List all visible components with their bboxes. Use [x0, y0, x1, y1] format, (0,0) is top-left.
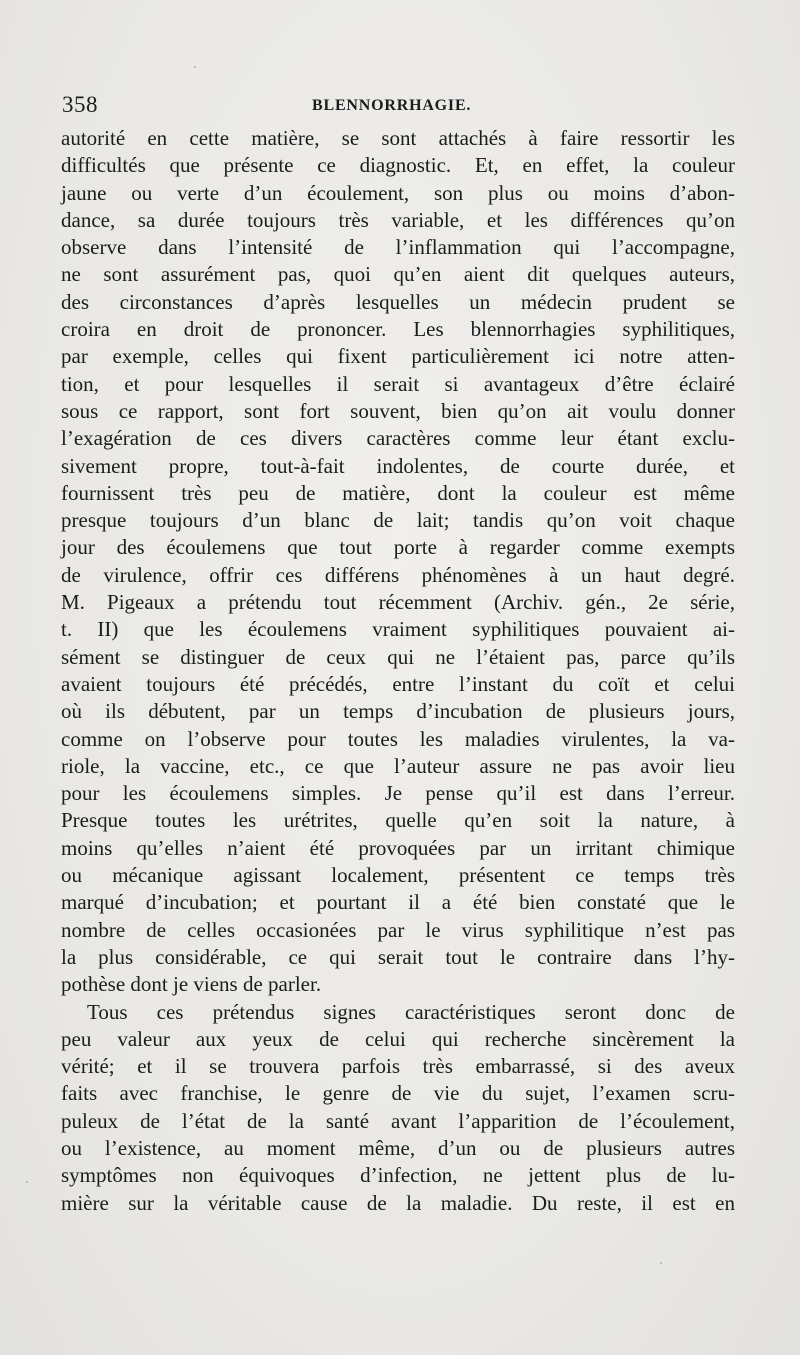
text-line: observe dans l’intensité de l’inflammation qui l’accompagne,: [61, 235, 735, 260]
paper-speck: [194, 66, 196, 68]
text-line: difficultés que présente ce diagnostic. Et, en effet, la couleur: [61, 153, 735, 178]
text-line: sément se distinguer de ceux qui ne l’étaient pas, parce qu’ils: [61, 644, 735, 669]
text-line: faits avec franchise, le genre de vie du sujet, l’examen scru-: [61, 1081, 735, 1106]
text-line: pothèse dont je viens de parler.: [61, 972, 322, 997]
text-line: jaune ou verte d’un écoulement, son plus ou moins d’abon-: [61, 180, 735, 205]
text-line: nombre de celles occasionées par le virus syphilitique n’est pas: [61, 917, 735, 942]
paper-speck: [660, 1262, 662, 1264]
text-line: mière sur la véritable cause de la maladie. Du reste, il est en: [61, 1190, 735, 1215]
text-line: de virulence, offrir ces différens phénomènes à un haut degré.: [61, 562, 735, 587]
paper-speck: [26, 1181, 28, 1183]
text-line: tion, et pour lesquelles il serait si avantageux d’être éclairé: [61, 371, 735, 396]
text-line: où ils débutent, par un temps d’incubation de plusieurs jours,: [61, 699, 735, 724]
text-line: pour les écoulemens simples. Je pense qu’il est dans l’erreur.: [61, 781, 735, 806]
text-line: dance, sa durée toujours très variable, et les différences qu’on: [61, 207, 735, 232]
text-line: la plus considérable, ce qui serait tout le contraire dans l’hy-: [61, 944, 735, 969]
text-line: symptômes non équivoques d’infection, ne jettent plus de lu-: [61, 1163, 735, 1188]
text-line: l’exagération de ces divers caractères comme leur étant exclu-: [61, 426, 735, 451]
text-line: sous ce rapport, sont fort souvent, bien qu’on ait voulu donner: [61, 398, 735, 423]
text-line: puleux de l’état de la santé avant l’apparition de l’écoulement,: [61, 1108, 735, 1133]
text-line: fournissent très peu de matière, dont la couleur est même: [61, 480, 735, 505]
text-line: autorité en cette matière, se sont attachés à faire ressortir les: [61, 126, 735, 150]
text-line: t. II) que les écoulemens vraiment syphilitiques pouvaient ai-: [61, 617, 735, 642]
text-line: ou mécanique agissant localement, présentent ce temps très: [61, 863, 735, 888]
text-line: ne sont assurément pas, quoi qu’en aient dit quelques auteurs,: [61, 262, 735, 287]
page-number: 358: [62, 92, 98, 117]
text-line: des circonstances d’après lesquelles un médecin prudent se: [61, 289, 735, 314]
running-head: [62, 92, 734, 122]
text-line: comme on l’observe pour toutes les maladies virulentes, la va-: [61, 726, 735, 751]
text-line: avaient toujours été précédés, entre l’instant du coït et celui: [61, 671, 735, 696]
text-line: jour des écoulemens que tout porte à regarder comme exempts: [61, 535, 735, 560]
text-line: M. Pigeaux a prétendu tout récemment (Archiv. gén., 2e série,: [61, 590, 735, 615]
text-line: moins qu’elles n’aient été provoquées par un irritant chimique: [61, 835, 735, 860]
text-line: croira en droit de prononcer. Les blennorrhagies syphilitiques,: [61, 317, 735, 342]
text-line: presque toujours d’un blanc de lait; tandis qu’on voit chaque: [61, 508, 735, 533]
text-line: riole, la vaccine, etc., ce que l’auteur assure ne pas avoir lieu: [61, 753, 735, 778]
running-title: BLENNORRHAGIE.: [312, 97, 472, 114]
text-line: peu valeur aux yeux de celui qui recherche sincèrement la: [61, 1026, 735, 1051]
text-line: vérité; et il se trouvera parfois très embarrassé, si des aveux: [61, 1054, 735, 1079]
text-line: sivement propre, tout-à-fait indolentes, de courte durée, et: [61, 453, 735, 478]
paragraph-start-line: Tous ces prétendus signes caractéristiques seront donc de: [87, 999, 735, 1024]
body-text: [61, 125, 735, 1217]
text-line: par exemple, celles qui fixent particulièrement ici notre atten-: [61, 344, 735, 369]
text-line: marqué d’incubation; et pourtant il a été bien constaté que le: [61, 890, 735, 915]
text-line: Presque toutes les urétrites, quelle qu’en soit la nature, à: [61, 808, 735, 833]
text-line: ou l’existence, au moment même, d’un ou de plusieurs autres: [61, 1135, 735, 1160]
